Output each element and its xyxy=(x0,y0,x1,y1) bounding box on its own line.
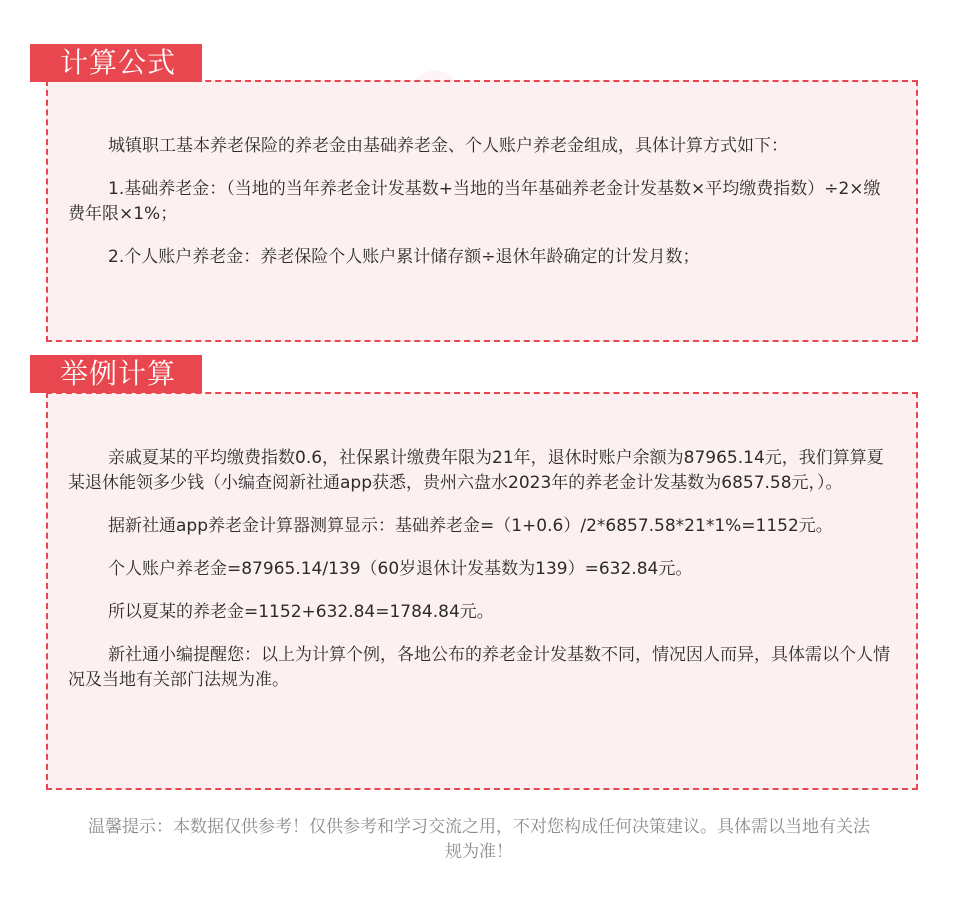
formula-section-title: 计算公式 xyxy=(30,44,202,82)
disclaimer-footer xyxy=(0,815,958,865)
example-basic-calc: 据新社通app养老金计算器测算显示：基础养老金=（1+0.6）/2*6857.58*21*1%=1152元。 xyxy=(108,516,833,536)
formula-section xyxy=(0,44,958,344)
formula-box xyxy=(46,80,918,342)
formula-intro: 城镇职工基本养老保险的养老金由基础养老金、个人账户养老金组成，具体计算方式如下： xyxy=(108,136,788,156)
formula-basic-pension: 1.基础养老金：（当地的当年养老金计发基数+当地的当年基础养老金计发基数×平均缴费指数）÷2×缴费年限×1%； xyxy=(68,179,881,224)
formula-personal-account: 2.个人账户养老金：养老保险个人账户累计储存额÷退休年龄确定的计发月数； xyxy=(108,247,700,267)
example-box xyxy=(46,392,918,790)
example-section xyxy=(0,355,958,795)
example-personal-calc: 个人账户养老金=87965.14/139（60岁退休计发基数为139）=632.84元。 xyxy=(108,559,693,579)
example-reminder: 新社通小编提醒您：以上为计算个例，各地公布的养老金计发基数不同，情况因人而异，具体需以个人情况及当地有关部门法规为准。 xyxy=(68,645,890,690)
example-total: 所以夏某的养老金=1152+632.84=1784.84元。 xyxy=(108,602,494,622)
disclaimer-line-1: 温馨提示：本数据仅供参考！仅供参考和学习交流之用，不对您构成任何决策建议。具体需以当地有关法 xyxy=(88,817,870,837)
disclaimer-line-2: 规为准！ xyxy=(445,842,513,862)
example-section-title: 举例计算 xyxy=(30,355,202,393)
example-background: 亲戚夏某的平均缴费指数0.6，社保累计缴费年限为21年，退休时账户余额为87965.14元，我们算算夏某退休能领多少钱（小编查阅新社通app获悉，贵州六盘水2023年的养老金计发基数为6857.58元，）。 xyxy=(68,448,884,493)
